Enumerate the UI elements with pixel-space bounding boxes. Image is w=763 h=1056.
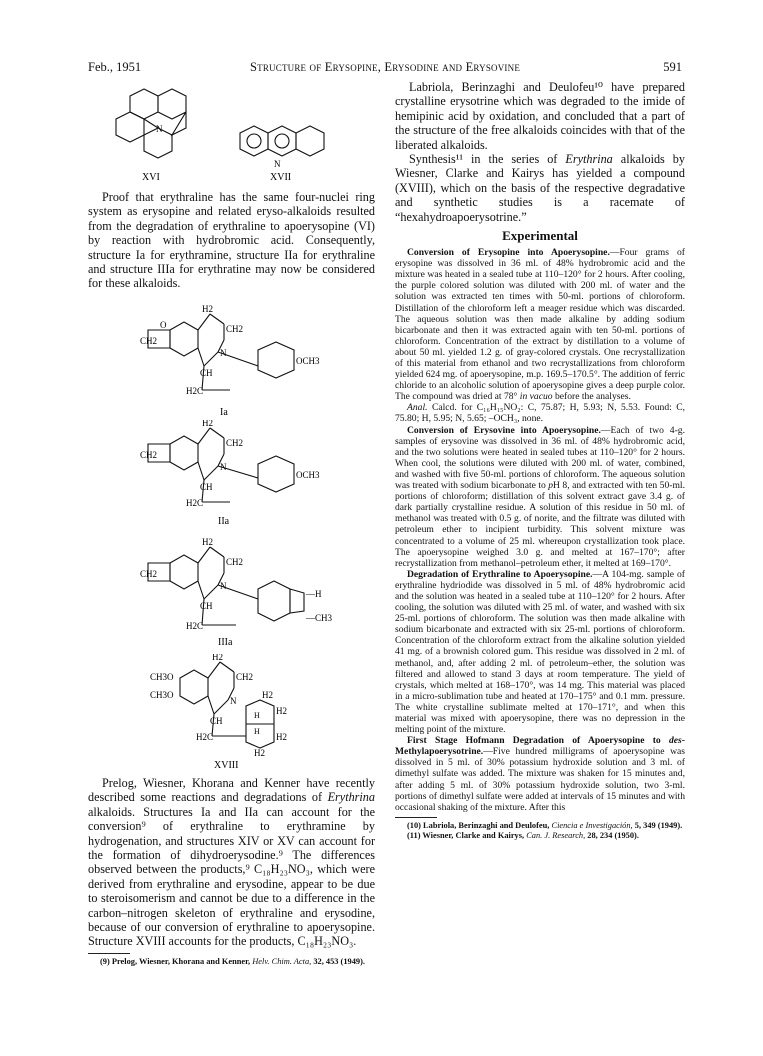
footnote-9-journal: Helv. Chim. Acta, [252,956,312,966]
xviii-ch3o-top: CH3O [150,672,174,682]
xviii-h-lower: H [254,727,260,736]
footnote-10-ref: 5, 349 (1949). [632,820,683,830]
iiia-ch: CH [200,601,213,611]
xviii-h-upper: H [254,711,260,720]
iia-h2: H2 [202,420,213,428]
ia-ch2-ring: CH2 [140,336,158,346]
label-xviii: XVIII [214,760,239,771]
xviii-ch: CH [210,716,223,726]
right-column [395,80,685,841]
ia-och3: OCH3 [296,356,320,366]
iiia-ch2-ring: CH2 [140,569,158,579]
experiment-2-title: Conversion of Erysovine into Apoerysopine. [407,424,601,436]
ia-ch: CH [200,368,213,378]
iia-och3: OCH3 [296,470,320,480]
structure-xvi [116,89,186,158]
iia-ch: CH [200,482,213,492]
label-ia: Ia [220,407,228,418]
experiment-4-title-a: First Stage Hofmann Degradation of Apoerysopine to [407,735,669,747]
header-page-number: 591 [663,60,682,74]
xviii-h2c: H2C [196,732,214,742]
header-date: Feb., 1951 [88,60,142,74]
xvii-nitrogen: N [274,159,281,169]
xviii-ch2: CH2 [236,672,254,682]
ia-n: N [220,348,227,358]
left-para-2 [88,776,375,949]
iiia-ch3-group: —CH3 [306,613,333,623]
footnote-9-authors: (9) Prelog, Wiesner, Khorana and Kenner, [100,956,253,966]
analysis-body: Calcd. for C₁₆H₁₅NO₂: C, 75.87; H, 5.93; N, 5.53. Found: C, 75.80; H, 5.95; N, 5.65; –OCH₃, none. [395,402,685,425]
structure-xvi-xvii [100,88,330,188]
footnote-9 [88,957,375,967]
xviii-h2-ring: H2 [262,690,273,700]
structure-iiia [140,533,350,653]
structure-ia [140,300,340,425]
iia-ch2-ring: CH2 [140,450,158,460]
experiment-3-body: —A 104-mg. sample of erythraline hydriodide was dissolved in 5 ml. of 48% hydrobromic acid and the solution was heated in a sealed tube at 110–120° for 2 hours. After cooling, the solution was diluted with 25 ml. of water, and washed with six 25-ml. portions of chloroform. The solution was then made alkaline with sodium bicarbonate and extracted with six 25-ml. portions of chloroform. Concentration of the chloroform extract from the alkaline solution yielded 41 mg. of a brownish colored gum. This residue was dissolved in 2 ml. of methanol, and, after adding 2 ml. of petroleum–ether, the solution was filtered and allowed to stand 3 days at room temperature. The yield of crystals, which melted at 168–170°, was 14 mg. This material was placed in a micro-sublimation tube and heated at 170–175° and 0.1 mm. pressure. The white crystalline sublimate melted at 170–171°, and when this material was mixed with apoerysopine, there was no depression in the melting point of the mixture. [395,568,685,736]
experiment-4 [395,735,685,813]
structure-xvii [240,126,324,156]
iia-h2c: H2C [186,498,204,508]
footnote-11-authors: (11) Wiesner, Clarke and Kairys, [407,830,527,840]
left-para-2-text-a: Prelog, Wiesner, Khorana and Kenner have recently described some reactions and degradations of [88,776,375,805]
iiia-h2c: H2C [186,621,204,631]
experiment-3 [395,569,685,735]
xviii-n: N [230,696,237,706]
experiment-1 [395,247,685,402]
xviii-h2-bottom: H2 [254,748,265,758]
footnote-9-ref: 32, 453 (1949). [311,956,365,966]
ia-o-top: O [160,320,167,330]
section-title-experimental: Experimental [502,228,578,244]
left-para-2-text-b: alkaloids. Structures Ia and IIa can account for the conversion⁹ of erythraline to erythramine by hydrogenation, and structures XIV or XV can account for the formation of dihydroerysodine.⁹ The differences observed between the products,⁹ C₁₈H₂₃NO₃, which were derived from erythraline and erysodine, appear to be due to steroisomerism and cannot be due to a difference in the carbon–nitrogen skeleton of erythraline and erysodine, because of our conversion of erythraline to apoerysopine. Structure XVIII accounts for the products, C₁₈H₂₃NO₃. [88,804,375,949]
experiment-1-body: —Four grams of erysopine was dissolved in 36 ml. of 48% hydrobromic acid and the mixture was heated in a sealed tube at 110–120° for 2 hours. After cooling, the purple colored solution was diluted with 200 ml. of water and the solution was extracted ten times with 50-ml. portions of chloroform. Distillation of the chloroform left a meager residue which was discarded. The aqueous solution was then made alkaline by adding sodium bicarbonate and then it was extracted again with ten 50-ml. portions of chloroform. Concentration of the extract by distillation to a volume of about 50 ml. yielded 1.2 g. of gray-colored crystals. One recrystallization of this material from ethanol and two recrystallizations from chloroform yielded 624 mg. of apoerysopine, m.p. 169.5–170.5°. The addition of ferric chloride to an alcoholic solution of apoerysopine gives a deep purple color. The compound was dried at 78° [395,247,685,403]
right-para-1: Labriola, Berinzaghi and Deulofeu¹⁰ have prepared crystalline erysotrine which was degraded to the imide of hemipinic acid by oxidation, and concluded that a part of the structure of the free alkaloids coincides with that of the liberated alkaloids. [395,80,685,152]
experiment-1-end: before the analyses. [552,391,631,403]
label-xvi: XVI [142,172,160,183]
header-title: Structure of Erysopine, Erysodine and Erysovine [249,60,521,74]
right-para-2-italic: Erythrina [565,152,613,167]
iia-ch2: CH2 [226,438,244,448]
running-header [88,60,682,78]
footnote-10 [395,821,685,831]
footnote-rule-right [395,817,437,818]
footnote-10-journal: Ciencia e Investigación, [551,820,633,830]
xviii-h2-top: H2 [212,654,223,662]
experiment-4-body: —Five hundred milligrams of apoerysopine was dissolved in 5 ml. of 30% potassium hydroxide solution and 3 ml. of dimethyl sulfate was added. The mixture was shaken for 15 minutes and, after adding 5 ml. of 30% potassium hydroxide solution, two 3-ml. portions of dimethyl sulfate were added at intervals of 15 minutes and with occasional shaking of the mixture. After this [395,746,685,813]
label-xvii: XVII [270,172,292,183]
experiment-4-title-b: -Methylapoerysotrine. [395,735,685,758]
right-para-2 [395,152,685,224]
ia-h2c: H2C [186,386,204,396]
experiment-1-italic: in vacuo [519,391,553,403]
analysis-label: Anal. [407,402,428,414]
right-para-2-text-b: alkaloids by Wiesner, Clarke and Kairys has yielded a compound (XVIII), which on the basis of the respective degradative and synthetic studies is a racemate of “hexahydroapoerysotrine.” [395,152,685,224]
footnote-10-authors: (10) Labriola, Berinzaghi and Deulofeu, [407,820,552,830]
xviii-h2-right-upper: H2 [276,706,287,716]
xviii-h2-right-lower: H2 [276,732,287,742]
iiia-h2: H2 [202,537,213,547]
left-para-2-italic: Erythrina [327,790,375,805]
ia-h2: H2 [202,304,213,314]
label-iia: IIa [218,516,230,527]
iia-n: N [220,462,227,472]
left-column-bottom [88,776,375,967]
footnote-11 [395,831,685,841]
label-iiia: IIIa [218,637,233,648]
experiment-1-title: Conversion of Erysopine into Apoerysopine. [407,247,610,259]
xvi-nitrogen: N [156,124,163,134]
iiia-h-group: —H [306,589,322,599]
experiment-2-italic: p [548,480,554,492]
experiment-2-body-a: —Each of two 4-g. samples of erysovine was dissolved in 36 ml. of 48% hydrobromic acid, and the two solutions were heated in sealed tubes at 110–120° for 2 hours. When cool, the solutions were diluted with 200 ml. of water, combined, and washed with five 50-ml. portions of chloroform. The aqueous solution was treated with sodium bicarbonate to [395,424,685,492]
iiia-n: N [220,581,227,591]
footnote-11-journal: Can. J. Research, [526,830,586,840]
structure-iia [140,420,340,530]
experiment-4-title-italic: des [669,735,682,747]
iiia-ch2: CH2 [226,557,244,567]
experiment-2 [395,425,685,569]
ia-ch2: CH2 [226,324,244,334]
left-column-top [88,190,375,291]
right-para-2-text-a: Synthesis¹¹ in the series of [409,152,566,167]
footnote-rule [88,953,130,954]
xviii-ch3o-bottom: CH3O [150,690,174,700]
experiment-2-body-b: H 8, and extracted with ten 50-ml. portions of chloroform; distillation of this solvent extract gave 3.4 g. of dark partially crystalline residue. A solution of this residue in 50 ml. of methanol was treated with 0.5 g. of norite, and the filtrate was diluted with petroleum ether to incipient turbidity. This solvent mixture was concentrated to a volume of 25 ml. whereupon crystallization took place. The apoerysopine weighed 3.0 g. and melted at 167–170°; after recrystallization from methanol–petroleum ether, it melted at 169–170°. [395,480,685,569]
footnote-11-ref: 28, 234 (1950). [585,830,639,840]
analysis [395,402,685,424]
left-para-1: Proof that erythraline has the same four-nuclei ring system as erysopine and related eryso-alkaloids resulted from the degradation of erythraline to apoerysopine (VI) by reaction with hydrobromic acid. Consequently, structure Ia for erythramine, structure IIa for erythraline and structure IIIa for erythratine may now be considered for these alkaloids. [88,190,375,291]
structure-xviii [150,654,350,774]
experiment-3-title: Degradation of Erythraline to Apoerysopine. [407,568,593,580]
